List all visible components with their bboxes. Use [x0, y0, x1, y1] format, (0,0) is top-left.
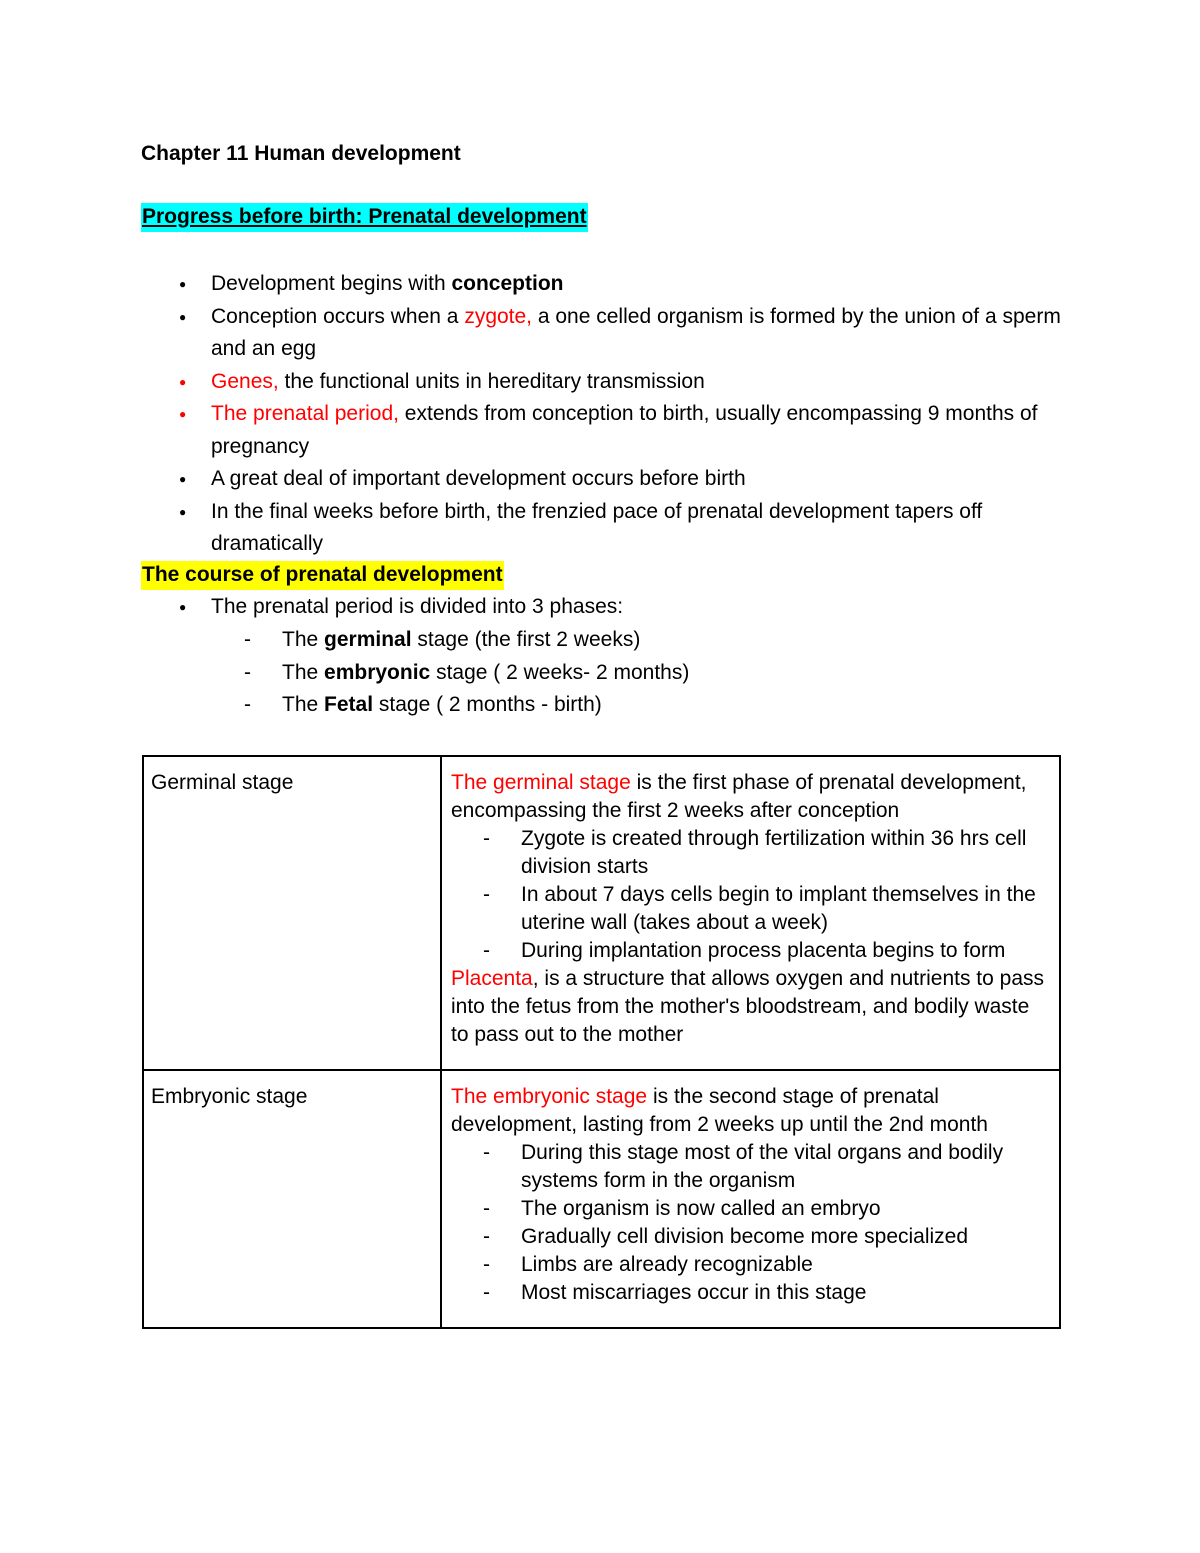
dash-icon: - — [244, 628, 251, 651]
point-text: In about 7 days cells begin to implant themselves in the uterine wall (takes about a week) — [521, 883, 1036, 934]
course-bullet-list — [0, 591, 1061, 624]
list-item — [0, 463, 1061, 496]
bullet-dot-icon: ● — [179, 600, 187, 614]
section-heading-prenatal-text: Progress before birth: Prenatal development — [141, 203, 588, 232]
list-item — [451, 881, 1050, 937]
stage-name-cell: Embryonic stage — [143, 1070, 441, 1328]
list-item — [0, 366, 1061, 399]
stage-term-red: The embryonic stage — [451, 1085, 648, 1108]
bullet-text: In the final weeks before birth, the frenzied pace of prenatal development tapers off dramatically — [211, 499, 983, 555]
list-item — [0, 689, 689, 722]
bullet-keyword: conception — [451, 272, 564, 295]
bullet-text: extends from conception to birth, usually encompassing 9 months of pregnancy — [211, 402, 1038, 458]
bullet-dot-icon: ● — [179, 374, 187, 389]
prenatal-bullet-list — [0, 268, 1061, 561]
list-item — [451, 1251, 1050, 1279]
list-item — [0, 591, 1061, 624]
stage-term-red: The germinal stage — [451, 771, 631, 794]
dash-icon: - — [483, 883, 490, 906]
dash-icon: - — [483, 827, 490, 850]
stage-points-list — [451, 825, 1050, 965]
section-heading-course — [141, 563, 504, 587]
point-text: Limbs are already recognizable — [521, 1253, 813, 1276]
bullet-dot-icon: ● — [179, 472, 187, 486]
list-item — [451, 1195, 1050, 1223]
dash-icon: - — [483, 1197, 490, 1220]
bullet-dot-icon: ● — [179, 407, 187, 421]
dash-icon: - — [483, 1253, 490, 1276]
bullet-dot-icon: ● — [179, 309, 187, 324]
bullet-keyword-red: zygote, — [464, 304, 533, 328]
stages-table — [142, 755, 1061, 1329]
dash-icon: - — [483, 1225, 490, 1248]
stage-intro-text: is the second stage of prenatal development, lasting from 2 weeks up until the 2nd month — [451, 1085, 988, 1136]
phase-keyword: embryonic — [324, 660, 431, 684]
stage-intro-text: is the first phase of prenatal development, encompassing the first 2 weeks after conception — [451, 771, 1027, 822]
phase-keyword: Fetal — [324, 693, 374, 716]
list-item — [451, 1223, 1050, 1251]
placenta-definition: , is a structure that allows oxygen and nutrients to pass into the fetus from the mother's bloodstream, and bodily waste to pass out to the mother — [451, 967, 1045, 1046]
stage-name-cell: Germinal stage — [143, 756, 441, 1070]
phase-list — [0, 624, 689, 722]
stage-description-cell — [441, 756, 1060, 1070]
list-item — [451, 937, 1050, 965]
point-text: Gradually cell division become more specialized — [521, 1225, 969, 1248]
list-item — [0, 657, 689, 690]
list-item — [0, 398, 1061, 463]
dash-icon: - — [483, 1141, 490, 1164]
phase-keyword: germinal — [324, 628, 412, 651]
bullet-text: a one celled organism is formed by the union of a sperm and an egg — [211, 304, 1061, 360]
phase-text: stage ( 2 months - birth) — [373, 693, 602, 716]
section-heading-prenatal — [141, 205, 588, 229]
phase-text: stage (the first 2 weeks) — [411, 628, 641, 651]
bullet-dot-icon: ● — [179, 504, 187, 519]
bullet-text: Development begins with — [211, 272, 452, 295]
section-heading-course-text: The course of prenatal development — [141, 561, 504, 590]
dash-icon: - — [483, 939, 490, 962]
table-row — [143, 1070, 1060, 1328]
point-text: Zygote is created through fertilization within 36 hrs cell division starts — [521, 827, 1027, 878]
list-item — [0, 496, 1061, 561]
point-text: The organism is now called an embryo — [521, 1197, 881, 1220]
list-item — [451, 1279, 1050, 1307]
point-text: During implantation process placenta begins to form — [521, 939, 1006, 962]
bullet-text: The prenatal period is divided into 3 phases: — [211, 595, 624, 618]
point-text: Most miscarriages occur in this stage — [521, 1281, 867, 1304]
list-item — [0, 268, 1061, 301]
phase-text: The — [282, 628, 325, 651]
list-item — [0, 301, 1061, 366]
bullet-text: Conception occurs when a — [211, 304, 465, 328]
bullet-keyword-red: The prenatal period, — [211, 402, 399, 425]
list-item — [451, 1139, 1050, 1195]
phase-text: The — [282, 693, 325, 716]
bullet-keyword-red: Genes, — [211, 369, 279, 393]
bullet-text: A great deal of important development occurs before birth — [211, 467, 746, 490]
bullet-text: the functional units in hereditary transmission — [278, 369, 705, 393]
dash-icon: - — [244, 693, 251, 716]
point-text: During this stage most of the vital organs and bodily systems form in the organism — [521, 1141, 1004, 1192]
stage-description-cell — [441, 1070, 1060, 1328]
stage-points-list — [451, 1139, 1050, 1307]
table-row — [143, 756, 1060, 1070]
page-title: Chapter 11 Human development — [141, 142, 461, 165]
phase-text: The — [282, 660, 325, 684]
list-item — [0, 624, 689, 657]
dash-icon: - — [483, 1281, 490, 1304]
dash-icon: - — [244, 660, 251, 684]
placenta-term-red: Placenta — [451, 967, 533, 990]
list-item — [451, 825, 1050, 881]
phase-text: stage ( 2 weeks- 2 months) — [430, 660, 690, 684]
bullet-dot-icon: ● — [179, 277, 187, 291]
